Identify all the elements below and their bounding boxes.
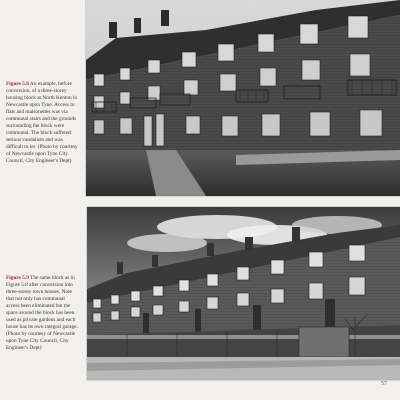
figure-5-8-photo [86, 0, 400, 196]
housing-block-after-image [87, 207, 400, 380]
figure-5-9-label: Figure 5.9 [6, 275, 29, 281]
figure-5-8-caption [6, 81, 79, 165]
figure-5-8-label: Figure 5.8 [6, 81, 29, 87]
housing-block-before-image [86, 0, 400, 196]
figure-5-9-caption [6, 275, 79, 352]
figure-5-9-photo [87, 207, 400, 380]
figure-5-9-caption-text: The same block as in Figure 5.8 after conversion into three-storey town houses. Note that not only has communal access been eliminated but the space around the block has been used as private gardens and each house has its own integral garage. (Photo by courtesy of Newcastle upon Tyne City Council, City Engineer's Dept) [6, 275, 78, 351]
figure-5-8-caption-text: An example, before conversion, of a three-storey housing block at North Kenton in Newcastle upon Tyne. Access to flats and maisonettes was via communal stairs and the grounds surrounding the block were communal. The block suffered serious vandalism and was difficult to let. (Photo by courtesy of Newcastle upon Tyne City Council, City Engineer's Dept) [6, 81, 78, 164]
page-number: 57 [381, 381, 387, 387]
